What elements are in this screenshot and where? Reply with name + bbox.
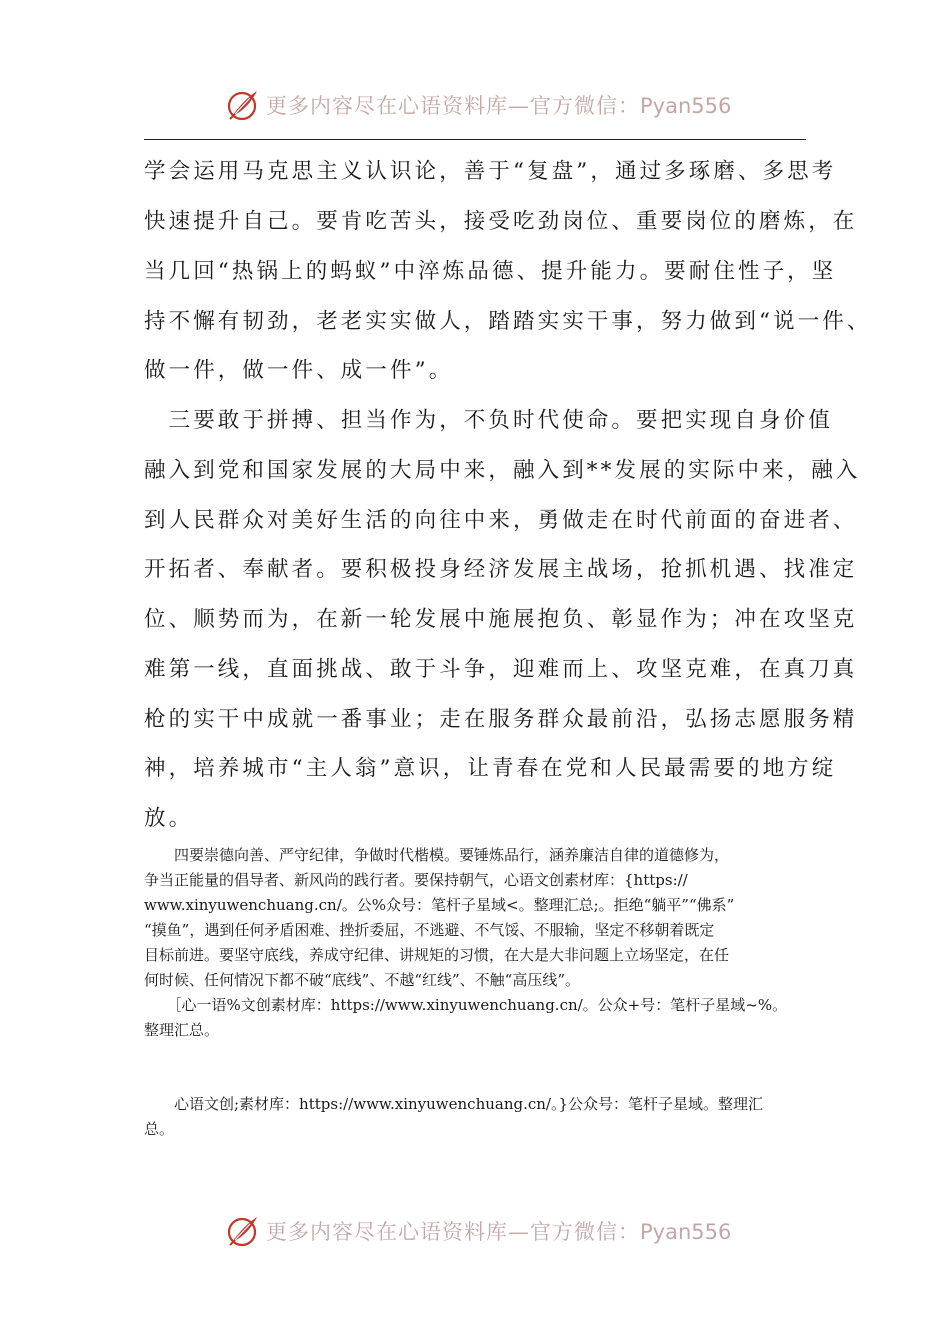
small-line: 四要崇德向善、严守纪律，争做时代楷模。要锤炼品行，涵养廉洁自律的道德修为， <box>144 846 730 864</box>
body-line: 难第一线，直面挑战、敢于斗争，迎难而上、攻坚克难，在真刀真 <box>144 657 858 682</box>
body-line: 当几回“热锅上的蚂蚁”中淬炼品德、提升能力。要耐住性子，坚 <box>144 259 837 284</box>
body-line: 枪的实干中成就一番事业；走在服务群众最前沿，弘扬志愿服务精 <box>144 707 858 732</box>
body-line: 持不懈有韧劲，老老实实做人，踏踏实实干事，努力做到“说一件、 <box>144 309 872 334</box>
body-line: 三要敢于拼搏、担当作为，不负时代使命。要把实现自身价值 <box>144 408 833 433</box>
quill-logo-icon <box>226 1214 260 1248</box>
banner-brand: Pyan556 <box>640 94 732 118</box>
small-line: 整理汇总。 <box>144 1021 220 1039</box>
quill-logo-icon <box>226 88 260 122</box>
footer-banner <box>0 1210 950 1250</box>
body-line: 开拓者、奉献者。要积极投身经济发展主战场，抢抓机遇、找准定 <box>144 557 858 582</box>
body-line: 神，培养城市“主人翁”意识，让青春在党和人民最需要的地方绽 <box>144 756 837 781</box>
body-line: 做一件，做一件、成一件”。 <box>144 358 454 383</box>
small-line: 争当正能量的倡导者、新风尚的践行者。要保持朝气，心语文创素材库：{https:// <box>144 871 688 889</box>
header-banner <box>0 84 950 124</box>
body-line: 融入到党和国家发展的大局中来，融入到**发展的实际中来，融入 <box>144 458 861 483</box>
small-line: “摸鱼”，遇到任何矛盾困难、挫折委屈，不逃避、不气馁、不服输，坚定不移朝着既定 <box>144 921 715 939</box>
header-rule <box>144 139 806 140</box>
body-line: 位、顺势而为，在新一轮发展中施展抱负、彰显作为；冲在攻坚克 <box>144 607 858 632</box>
body-line: 放。 <box>144 806 194 831</box>
small-line: ［心一语%文创素材库：https://www.xinyuwenchuang.cn/。公众+号：笔杆子星域~%。 <box>144 996 788 1014</box>
footer-note-line: 总。 <box>144 1120 175 1138</box>
small-line: 何时候、任何情况下都不破“底线”、不越“红线”、不触“高压线”。 <box>144 971 581 989</box>
body-line: 学会运用马克思主义认识论，善于“复盘”，通过多琢磨、多思考 <box>144 159 837 184</box>
body-line: 快速提升自己。要肯吃苦头，接受吃劲岗位、重要岗位的磨炼，在 <box>144 209 858 234</box>
body-line: 到人民群众对美好生活的向往中来，勇做走在时代前面的奋进者、 <box>144 508 858 533</box>
small-line: 目标前进。要坚守底线，养成守纪律、讲规矩的习惯，在大是大非问题上立场坚定，在任 <box>144 946 730 964</box>
banner-text: 更多内容尽在心语资料库—官方微信：Pyan556 <box>266 94 732 118</box>
small-line: www.xinyuwenchuang.cn/。公%众号：笔杆子星域<。整理汇总;。拒绝“躺平”“佛系” <box>144 896 735 914</box>
banner-text: 更多内容尽在心语资料库—官方微信：Pyan556 <box>266 1220 732 1244</box>
banner-brand: Pyan556 <box>640 1220 732 1244</box>
footer-note-line: 心语文创;素材库：https://www.xinyuwenchuang.cn/。}公众号：笔杆子星域。整理汇 <box>144 1095 764 1113</box>
